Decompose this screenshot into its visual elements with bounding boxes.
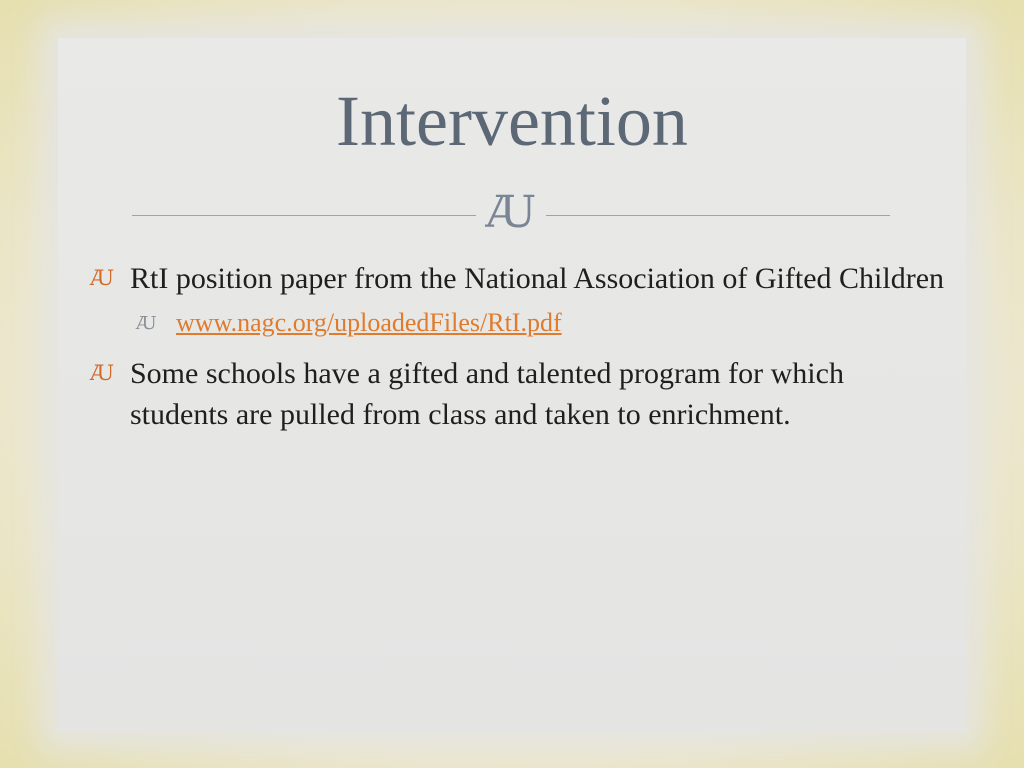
- sub-bullet-ornament-icon: Ꜷ: [136, 313, 157, 333]
- bullet-ornament-icon: Ꜷ: [90, 361, 115, 385]
- bullet-text: Some schools have a gifted and talented program for which students are pulled from class and taken to enrichment.: [130, 357, 844, 431]
- bullet-item: [84, 258, 944, 299]
- bullet-ornament-icon: Ꜷ: [90, 266, 115, 290]
- bullet-text: RtI position paper from the National Association of Gifted Children: [130, 262, 945, 295]
- title-divider-right: [546, 215, 890, 216]
- sub-bullet-item: [84, 305, 944, 341]
- bullet-list: [84, 258, 944, 441]
- bullet-item: [84, 353, 944, 435]
- pdf-link[interactable]: www.nagc.org/uploadedFiles/RtI.pdf: [176, 308, 562, 337]
- slide-title: Intervention: [336, 81, 688, 161]
- title-divider-left: [132, 215, 476, 216]
- ornament-icon: Ꜷ: [485, 188, 537, 237]
